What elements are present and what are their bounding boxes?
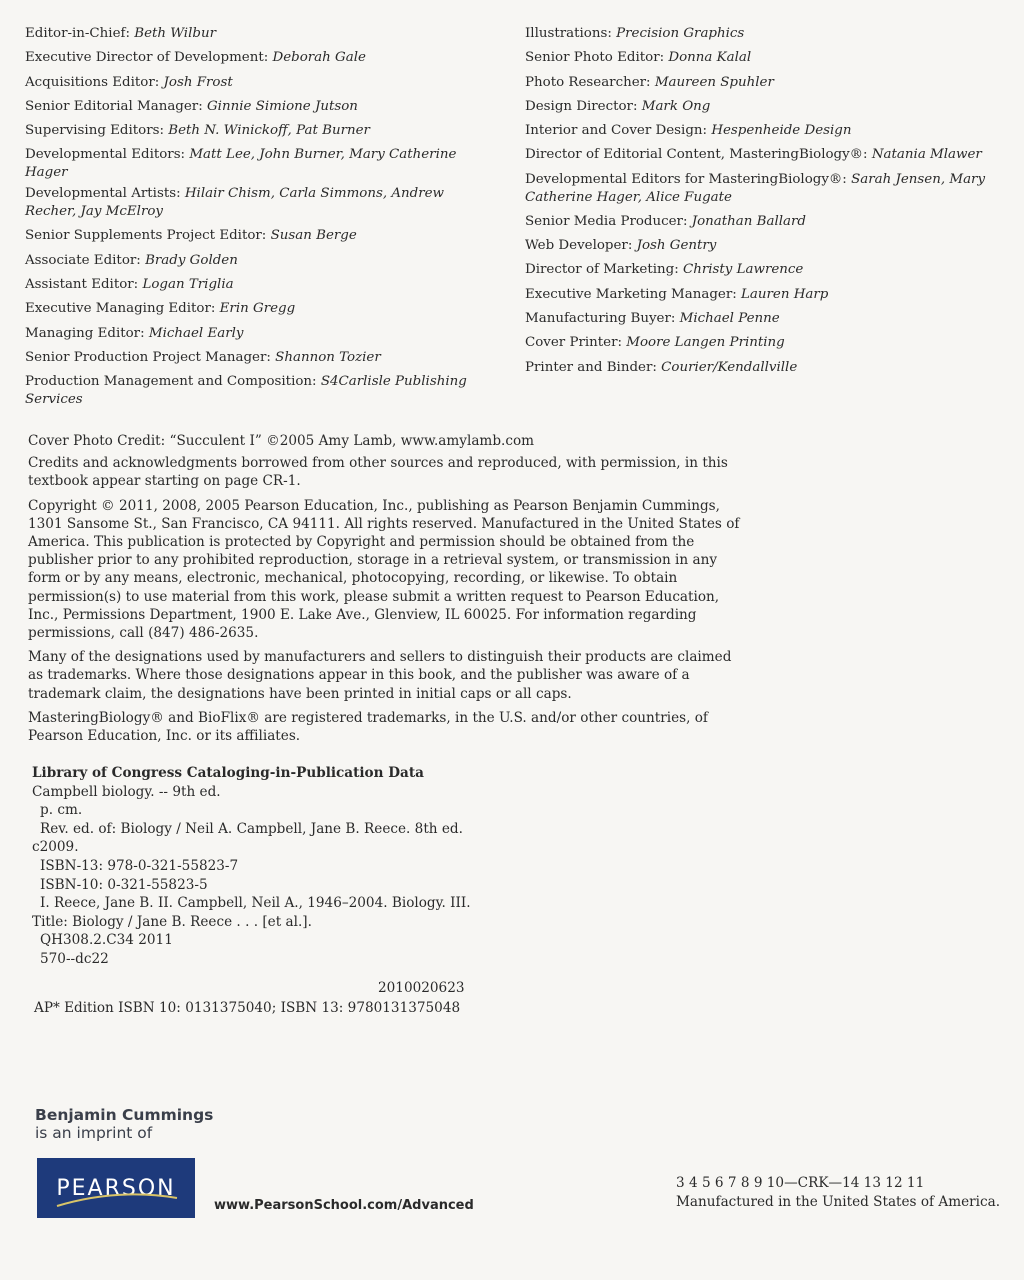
copyright-notice: Copyright © 2011, 2008, 2005 Pearson Education, Inc., publishing as Pearson Benjamin Cummings, 1301 Sansome St., San Francisco, CA 94111. All rights reserved. Manufactured in the United States of America. This publication is protected by Copyright and permission should be obtained from the publisher prior to any prohibited reproduction, storage in a retrieval system, or transmission in any form or by any means, electronic, mechanical, photocopying, recording, or likewise. To obtain permission(s) to use material from this work, please submit a written request to Pearson Education, Inc., Permissions Department, 1900 E. Lake Ave., Glenview, IL 60025. For information regarding permissions, call (847) 486-2635. (28, 497, 740, 642)
credit-name: Donna Kalal (668, 50, 752, 66)
credit-line (525, 46, 995, 70)
credit-line (525, 283, 995, 307)
pearson-logo-text: PEARSON (56, 1175, 176, 1201)
credits-acknowledgments: Credits and acknowledgments borrowed from other sources and reproduced, with permission, in this textbook appear starting on page CR-1. (28, 455, 728, 490)
pearson-logo (37, 1158, 195, 1218)
credit-line (525, 210, 995, 234)
credit-line (525, 22, 995, 46)
credit-role: Assistant Editor: (25, 277, 139, 293)
credit-line (525, 95, 995, 119)
credit-line (25, 95, 495, 119)
credit-role: Acquisitions Editor: (25, 74, 160, 90)
credit-role: Senior Supplements Project Editor: (25, 228, 267, 244)
credit-line (25, 297, 495, 321)
credit-line (525, 356, 995, 380)
credit-role: Interior and Cover Design: (525, 123, 708, 139)
legal-text-block (28, 432, 748, 751)
credit-role: Supervising Editors: (25, 123, 165, 139)
ap-edition-isbn: AP* Edition ISBN 10: 0131375040; ISBN 13: 9780131375048 (34, 1000, 461, 1016)
credit-line (25, 346, 495, 370)
credit-name: Hespenheide Design (711, 123, 852, 139)
credit-name: Josh Frost (163, 74, 233, 90)
cip-line: Rev. ed. of: Biology / Neil A. Campbell, Jane B. Reece. 8th ed. (40, 820, 463, 837)
credit-line (25, 273, 495, 297)
cip-line: QH308.2.C34 2011 (40, 932, 173, 949)
credit-line (25, 22, 495, 46)
website-link[interactable]: www.PearsonSchool.com/Advanced (214, 1198, 474, 1213)
cip-line: p. cm. (40, 802, 83, 819)
credit-name: Christy Lawrence (683, 262, 804, 278)
credit-line (25, 322, 495, 346)
credit-role: Associate Editor: (25, 252, 141, 268)
cip-line: I. Reece, Jane B. II. Campbell, Neil A., 1946–2004. Biology. III. (40, 895, 471, 912)
credit-name: Deborah Gale (272, 50, 366, 66)
credit-role: Executive Marketing Manager: (525, 286, 737, 302)
credit-name: Brady Golden (145, 252, 238, 268)
imprint-line: is an imprint of (35, 1124, 153, 1142)
credit-name: Susan Berge (270, 228, 357, 244)
credit-role: Manufacturing Buyer: (525, 310, 676, 326)
credit-name: Lauren Harp (741, 286, 829, 302)
cataloging-data (32, 764, 492, 997)
credit-line (525, 234, 995, 258)
credit-line (25, 224, 495, 248)
credit-name: Jonathan Ballard (691, 213, 806, 229)
printing-info (676, 1174, 1000, 1211)
credit-name: Mark Ong (641, 98, 711, 114)
cip-title: Library of Congress Cataloging-in-Publication Data (32, 765, 424, 781)
credit-line (25, 185, 495, 221)
credit-role: Developmental Editors for MasteringBiology®: (525, 171, 847, 187)
cip-line: c2009. (32, 839, 79, 856)
credit-name: Beth Wilbur (134, 26, 216, 41)
credits-right-column (525, 22, 995, 380)
credit-name: Josh Gentry (636, 238, 717, 254)
credit-role: Senior Photo Editor: (525, 50, 665, 66)
credit-line (25, 249, 495, 273)
logo-swoosh-icon (37, 1158, 195, 1218)
credit-role: Managing Editor: (25, 325, 145, 341)
credit-role: Executive Director of Development: (25, 50, 269, 66)
credit-name: Natania Mlawer (871, 147, 982, 163)
cip-line: Title: Biology / Jane B. Reece . . . [et al.]. (32, 913, 312, 930)
credit-role: Cover Printer: (525, 335, 622, 351)
credit-role: Photo Researcher: (525, 74, 651, 90)
cip-line: Campbell biology. -- 9th ed. (32, 783, 221, 800)
cip-line: ISBN-13: 978-0-321-55823-7 (40, 857, 239, 874)
lccn-number: 2010020623 (378, 979, 465, 996)
credit-line (525, 331, 995, 355)
credit-line (25, 46, 495, 70)
manufactured-statement: Manufactured in the United States of America. (676, 1193, 1001, 1210)
credit-name: Beth N. Winickoff, Pat Burner (168, 123, 370, 139)
credit-line (25, 146, 495, 182)
credit-line (525, 119, 995, 143)
credit-role: Editor-in-Chief: (25, 26, 130, 41)
imprint-statement (35, 1106, 213, 1142)
credits-left-column (25, 22, 495, 412)
credit-name: Matt Lee, John Burner, Mary Catherine Hager (25, 147, 457, 181)
credit-role: Illustrations: (525, 26, 612, 41)
cover-photo-credit: Cover Photo Credit: “Succulent I” ©2005 Amy Lamb, www.amylamb.com (28, 433, 535, 449)
credit-role: Production Management and Composition: (25, 374, 317, 390)
credit-line (525, 71, 995, 95)
credit-role: Senior Media Producer: (525, 213, 688, 229)
credit-role: Printer and Binder: (525, 359, 657, 375)
credit-role: Director of Editorial Content, MasteringBiology®: (525, 147, 868, 163)
credit-name: Sarah Jensen, Mary Catherine Hager, Alice Fugate (525, 171, 986, 205)
credit-name: Shannon Tozier (275, 349, 381, 365)
printing-numbers: 3 4 5 6 7 8 9 10—CRK—14 13 12 11 (676, 1175, 925, 1191)
credit-name: Ginnie Simione Jutson (206, 98, 358, 114)
imprint-brand: Benjamin Cummings (35, 1106, 214, 1124)
credit-line (25, 373, 495, 409)
credit-role: Developmental Artists: (25, 186, 181, 202)
credit-line (25, 71, 495, 95)
credit-name: Logan Triglia (142, 277, 234, 293)
credit-role: Senior Editorial Manager: (25, 98, 203, 114)
credit-line (525, 143, 995, 167)
credit-line (25, 119, 495, 143)
credit-role: Web Developer: (525, 238, 633, 254)
credit-role: Design Director: (525, 98, 638, 114)
credit-name: Maureen Spuhler (654, 74, 774, 90)
credit-name: Courier/Kendallville (661, 359, 798, 375)
credit-name: Michael Penne (679, 310, 780, 326)
cip-line: ISBN-10: 0-321-55823-5 (40, 876, 208, 893)
credit-name: S4Carlisle Publishing Services (25, 374, 467, 408)
mastering-trademark-notice: MasteringBiology® and BioFlix® are registered trademarks, in the U.S. and/or other countries, of Pearson Education, Inc. or its affiliates. (28, 709, 708, 745)
credit-role: Executive Managing Editor: (25, 301, 216, 317)
credit-role: Developmental Editors: (25, 147, 186, 163)
credit-name: Erin Gregg (219, 301, 296, 317)
trademark-notice: Many of the designations used by manufacturers and sellers to distinguish their products are claimed as trademarks. Where those designations appear in this book, and the publisher was aware of a trademark claim, the designations have been printed in initial caps or all caps. (28, 649, 732, 702)
credit-line (525, 258, 995, 282)
credit-role: Senior Production Project Manager: (25, 349, 271, 365)
cip-line: 570--dc22 (40, 950, 109, 967)
credit-role: Director of Marketing: (525, 262, 679, 278)
credit-name: Precision Graphics (616, 26, 745, 41)
credit-name: Moore Langen Printing (626, 335, 785, 351)
credit-name: Michael Early (148, 325, 244, 341)
credit-name: Hilair Chism, Carla Simmons, Andrew Recher, Jay McElroy (25, 186, 444, 220)
credit-line (525, 171, 995, 207)
credit-line (525, 307, 995, 331)
